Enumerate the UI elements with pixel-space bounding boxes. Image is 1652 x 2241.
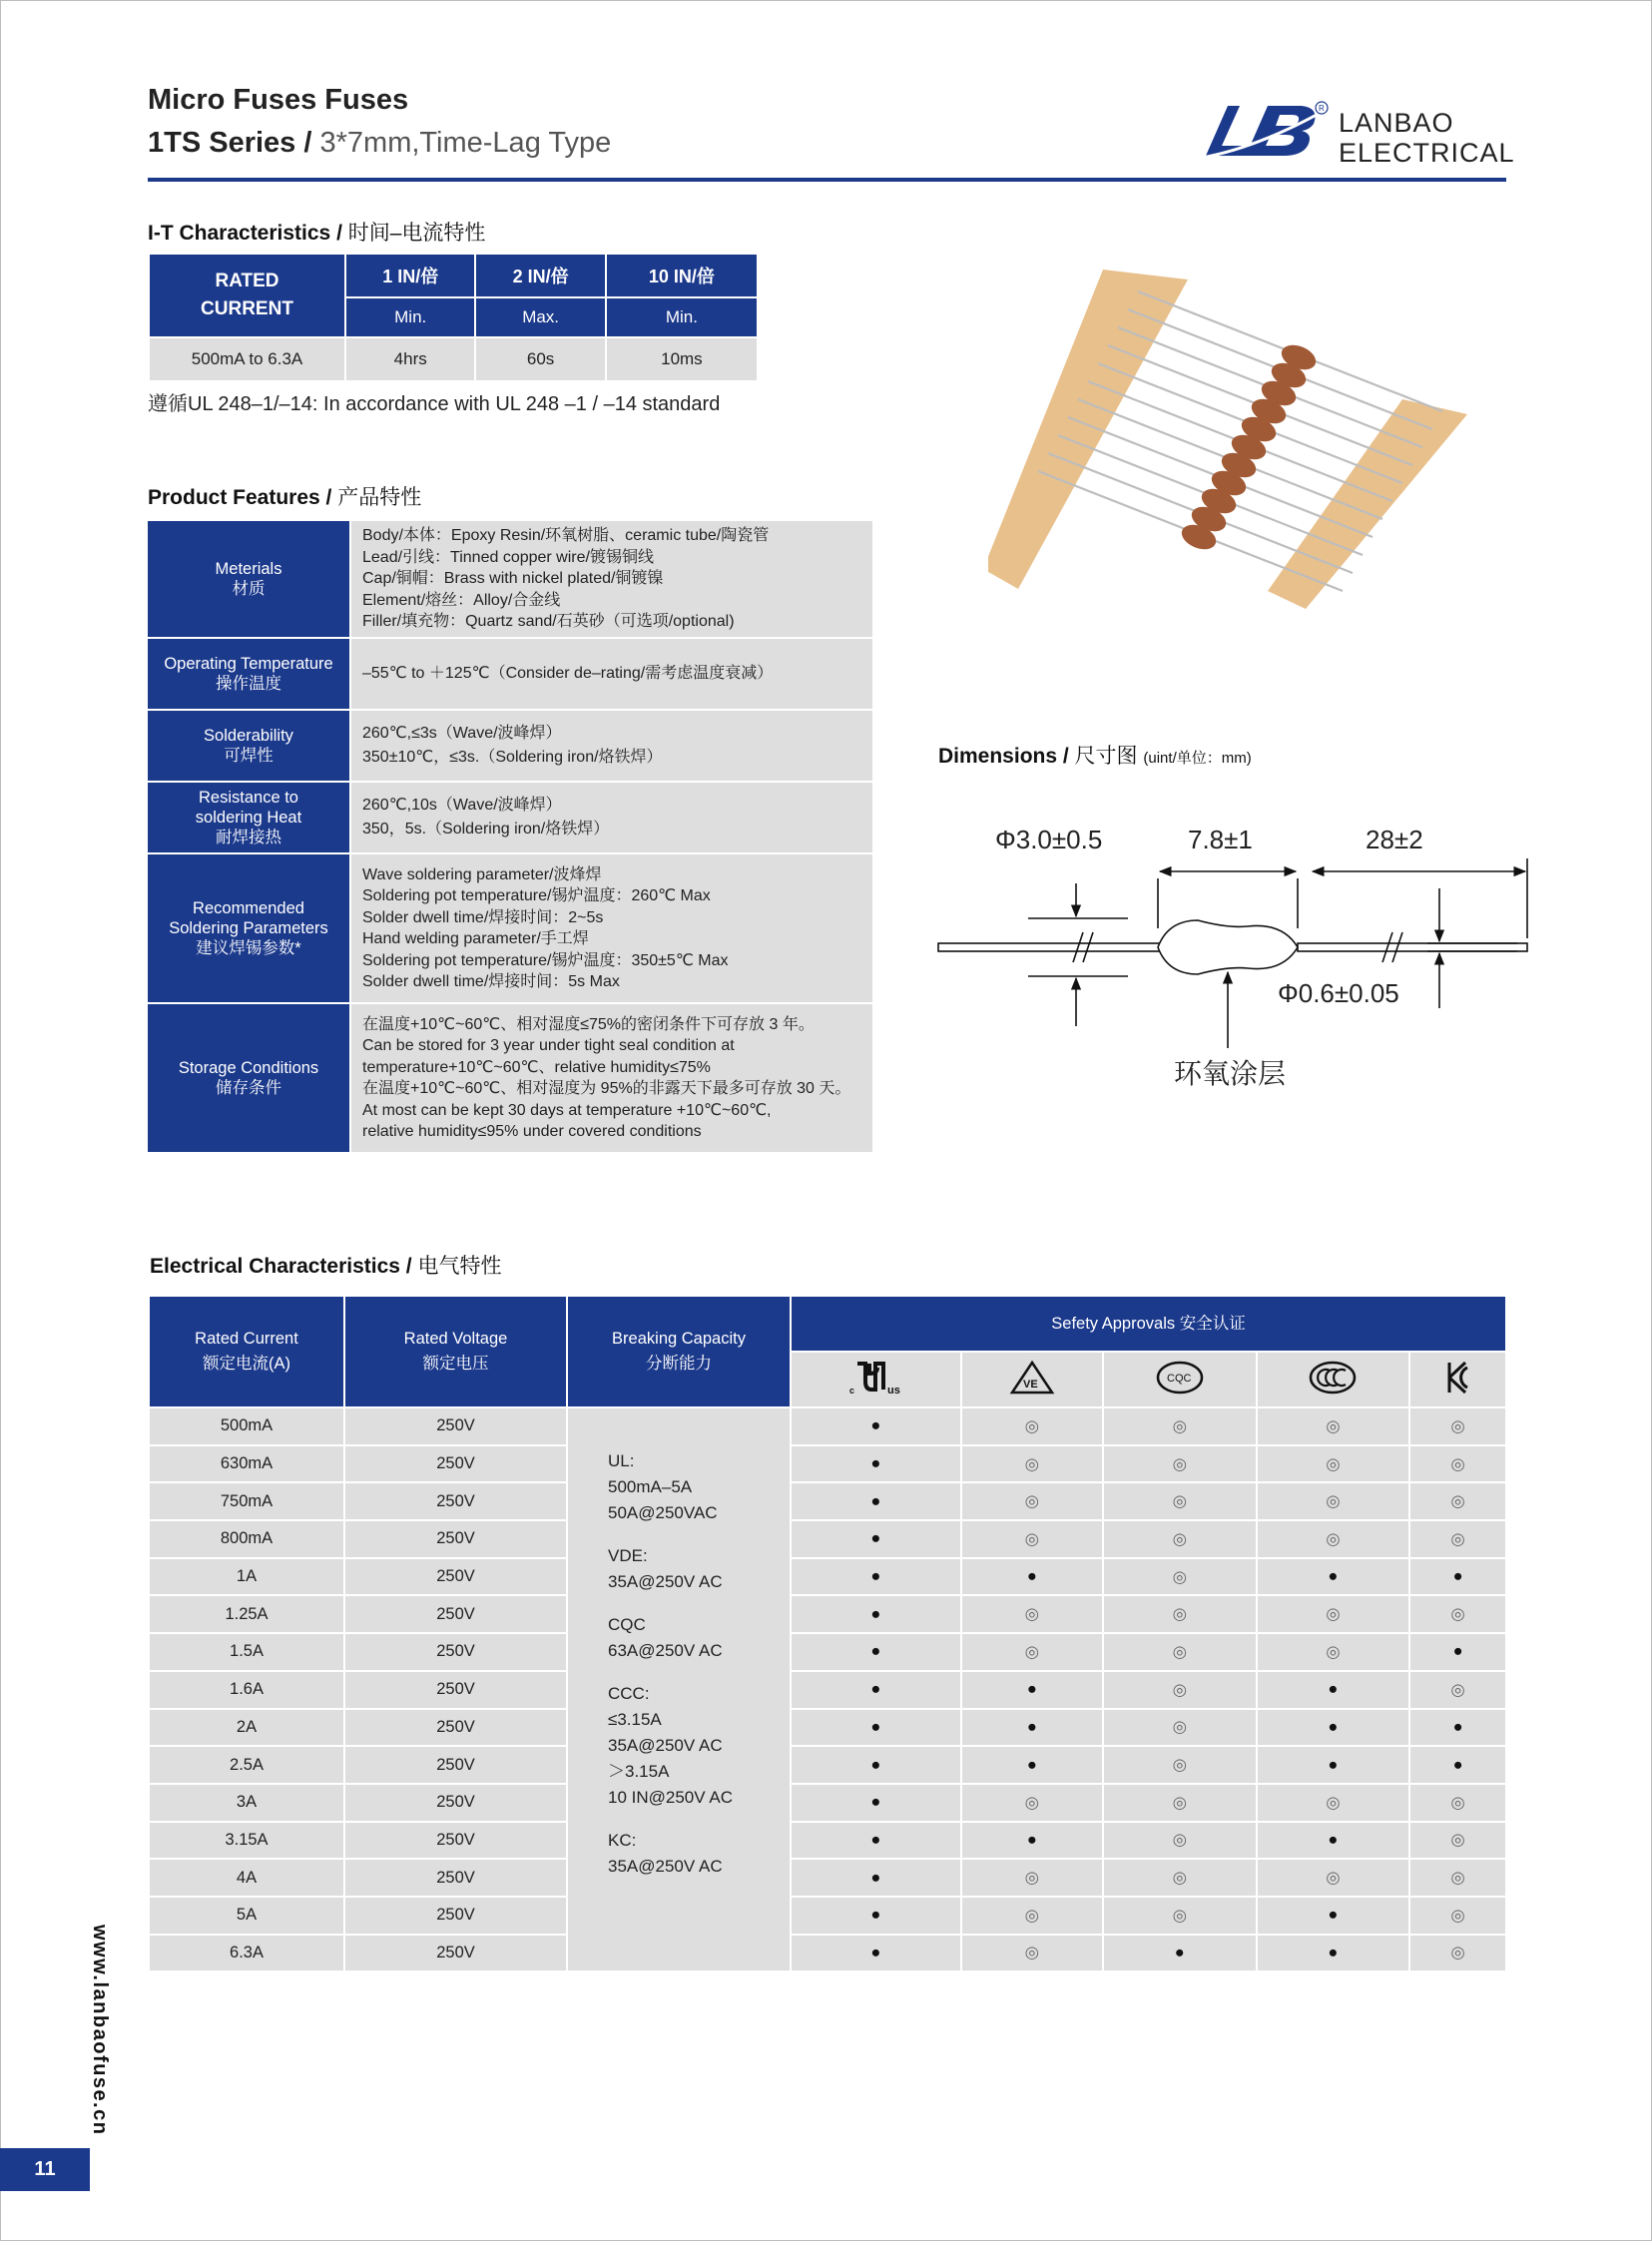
approval-mark: ● bbox=[1257, 1897, 1410, 1935]
rated-voltage-cell: 250V bbox=[344, 1746, 567, 1784]
rated-current-cell: 1.25A bbox=[149, 1595, 344, 1633]
approval-mark: ● bbox=[961, 1709, 1103, 1747]
approval-mark: ● bbox=[1409, 1746, 1506, 1784]
approval-mark: ◎ bbox=[1409, 1859, 1506, 1897]
approval-mark: ● bbox=[791, 1859, 961, 1897]
cRUus-icon bbox=[791, 1352, 961, 1407]
table-row bbox=[149, 1558, 1506, 1596]
kc-icon bbox=[1409, 1352, 1506, 1407]
approval-mark: ◎ bbox=[1409, 1595, 1506, 1633]
rated-voltage-cell: 250V bbox=[344, 1784, 567, 1822]
rated-current-cell: 5A bbox=[149, 1897, 344, 1935]
svg-text:CQC: CQC bbox=[1166, 1372, 1192, 1385]
approval-mark: ● bbox=[791, 1520, 961, 1558]
breaking-capacity-line: KC: bbox=[608, 1831, 637, 1850]
approval-mark: ● bbox=[1257, 1746, 1410, 1784]
feature-value-temperature: –55℃ to ＋125℃（Consider de–rating/需考虑温度衰减） bbox=[350, 638, 872, 710]
table-row bbox=[149, 1595, 1506, 1633]
approval-mark: ● bbox=[791, 1633, 961, 1671]
table-row bbox=[149, 1935, 1506, 1972]
approval-mark: ◎ bbox=[1409, 1407, 1506, 1445]
header-rule bbox=[148, 178, 1506, 182]
it-col-3: 10 IN/倍 bbox=[606, 254, 758, 297]
it-table bbox=[148, 253, 759, 382]
product-photo bbox=[988, 270, 1477, 609]
approval-mark: ◎ bbox=[1409, 1520, 1506, 1558]
approval-mark: ● bbox=[791, 1407, 961, 1445]
rated-voltage-cell: 250V bbox=[344, 1935, 567, 1972]
ccc-icon bbox=[1257, 1352, 1410, 1407]
approval-mark: ◎ bbox=[1257, 1407, 1410, 1445]
approval-mark: ◎ bbox=[961, 1897, 1103, 1935]
col-rated-current: Rated Current 额定电流(A) bbox=[149, 1296, 344, 1407]
rated-voltage-cell: 250V bbox=[344, 1520, 567, 1558]
rated-voltage-cell: 250V bbox=[344, 1407, 567, 1445]
approval-mark: ◎ bbox=[1103, 1520, 1257, 1558]
breaking-capacity-line: UL: bbox=[608, 1451, 635, 1470]
approval-mark: ● bbox=[1257, 1671, 1410, 1709]
approval-mark: ● bbox=[791, 1482, 961, 1520]
it-col-2: 2 IN/倍 bbox=[475, 254, 605, 297]
rated-current-cell: 3.15A bbox=[149, 1822, 344, 1860]
approval-mark: ● bbox=[791, 1558, 961, 1596]
feature-label-storage: Storage Conditions 储存条件 bbox=[148, 1003, 350, 1153]
approval-mark: ◎ bbox=[1103, 1822, 1257, 1860]
rated-current-cell: 6.3A bbox=[149, 1935, 344, 1972]
table-row bbox=[149, 1671, 1506, 1709]
rated-current-cell: 750mA bbox=[149, 1482, 344, 1520]
approval-mark: ◎ bbox=[1257, 1520, 1410, 1558]
it-section-title: I-T Characteristics / 时间–电流特性 bbox=[148, 222, 486, 245]
approval-mark: ◎ bbox=[961, 1595, 1103, 1633]
approval-mark: ● bbox=[791, 1784, 961, 1822]
approval-mark: ● bbox=[791, 1709, 961, 1747]
dim-coating-label: 环氧涂层 bbox=[1174, 1058, 1287, 1089]
feature-value-solderability: 260℃,≤3s（Wave/波峰焊） 350±10℃，≤3s.（Soldering iron/烙铁焊） bbox=[350, 710, 872, 782]
dim-lead-diameter: Φ0.6±0.05 bbox=[1278, 978, 1399, 1008]
approval-mark: ● bbox=[791, 1746, 961, 1784]
approval-mark: ● bbox=[791, 1822, 961, 1860]
approval-mark: ● bbox=[791, 1935, 961, 1972]
approval-mark: ◎ bbox=[1409, 1897, 1506, 1935]
approval-mark: ◎ bbox=[1103, 1595, 1257, 1633]
breaking-capacity-line: CQC bbox=[608, 1615, 646, 1634]
vde-icon bbox=[961, 1352, 1103, 1407]
approval-mark: ● bbox=[791, 1671, 961, 1709]
rated-current-cell: 1A bbox=[149, 1558, 344, 1596]
approval-mark: ● bbox=[961, 1558, 1103, 1596]
it-cell: 10ms bbox=[606, 337, 758, 381]
rated-voltage-cell: 250V bbox=[344, 1595, 567, 1633]
electrical-section-title: Electrical Characteristics / 电气特性 bbox=[150, 1255, 502, 1278]
table-row bbox=[149, 1897, 1506, 1935]
col-safety-approvals: Sefety Approvals 安全认证 bbox=[791, 1296, 1506, 1352]
rated-current-cell: 2.5A bbox=[149, 1746, 344, 1784]
dimension-drawing bbox=[928, 858, 1537, 1058]
feature-label-heat: Resistance to soldering Heat 耐焊接热 bbox=[148, 782, 350, 853]
approval-mark: ◎ bbox=[1257, 1482, 1410, 1520]
feature-value-heat: 260℃,10s（Wave/波峰焊） 350，5s.（Soldering iron/烙铁焊） bbox=[350, 782, 872, 853]
approval-mark: ● bbox=[1257, 1709, 1410, 1747]
it-cell: 60s bbox=[475, 337, 605, 381]
it-sub-3: Min. bbox=[606, 297, 758, 337]
approval-mark: ◎ bbox=[1409, 1822, 1506, 1860]
table-row bbox=[149, 1784, 1506, 1822]
approval-mark: ◎ bbox=[1103, 1633, 1257, 1671]
it-cell: 500mA to 6.3A bbox=[149, 337, 345, 381]
rated-current-cell: 800mA bbox=[149, 1520, 344, 1558]
approval-mark: ◎ bbox=[1103, 1897, 1257, 1935]
approval-mark: ◎ bbox=[1103, 1445, 1257, 1483]
approval-mark: ◎ bbox=[961, 1520, 1103, 1558]
rated-current-cell: 1.5A bbox=[149, 1633, 344, 1671]
svg-text:us: us bbox=[887, 1384, 901, 1396]
table-row bbox=[149, 1746, 1506, 1784]
feature-value-soldering-params: Wave soldering parameter/波烽焊 Soldering pot temperature/锡炉温度：260℃ Max Solder dwell time/焊接时间：2~5s Hand welding parameter/手工焊 Soldering pot temperature/锡炉温度：350±5℃ Max Solder dwell time/焊接时间：5s Max bbox=[350, 853, 872, 1003]
approval-mark: ◎ bbox=[1409, 1671, 1506, 1709]
cqc-icon bbox=[1103, 1352, 1257, 1407]
breaking-capacity-cell bbox=[567, 1407, 791, 1971]
dim-lead-length: 28±2 bbox=[1366, 825, 1423, 854]
table-row bbox=[149, 1822, 1506, 1860]
breaking-capacity-line: CCC: bbox=[608, 1684, 650, 1703]
rated-voltage-cell: 250V bbox=[344, 1482, 567, 1520]
it-sub-1: Min. bbox=[345, 297, 475, 337]
rated-voltage-cell: 250V bbox=[344, 1709, 567, 1747]
rated-current-cell: 3A bbox=[149, 1784, 344, 1822]
approval-mark: ◎ bbox=[1103, 1784, 1257, 1822]
approval-mark: ● bbox=[1257, 1558, 1410, 1596]
it-col-1: 1 IN/倍 bbox=[345, 254, 475, 297]
table-row bbox=[149, 1445, 1506, 1483]
table-row bbox=[149, 1633, 1506, 1671]
feature-value-storage: 在温度+10℃~60℃、相对湿度≤75%的密闭条件下可存放 3 年。 Can be stored for 3 year under tight seal condition at temperature+10℃~60℃、relative humidity≤75% 在温度+10℃~60℃、相对湿度为 95%的非露天下最多可存放 30 天。 At most can be kept 30 days at temperature +10℃~60℃, relative humidity≤95% under covered conditions bbox=[350, 1003, 872, 1153]
approval-mark: ◎ bbox=[961, 1445, 1103, 1483]
approval-mark: ● bbox=[1257, 1822, 1410, 1860]
approval-mark: ● bbox=[961, 1822, 1103, 1860]
approval-mark: ◎ bbox=[1409, 1482, 1506, 1520]
table-row bbox=[149, 1482, 1506, 1520]
approval-mark: ◎ bbox=[1103, 1671, 1257, 1709]
rated-voltage-cell: 250V bbox=[344, 1671, 567, 1709]
table-row bbox=[149, 1859, 1506, 1897]
approval-mark: ◎ bbox=[961, 1482, 1103, 1520]
approval-mark: ◎ bbox=[1103, 1558, 1257, 1596]
approval-mark: ◎ bbox=[1257, 1445, 1410, 1483]
feature-label-temperature: Operating Temperature 操作温度 bbox=[148, 638, 350, 710]
approval-mark: ◎ bbox=[1103, 1746, 1257, 1784]
approval-mark: ◎ bbox=[1103, 1859, 1257, 1897]
approval-mark: ● bbox=[1409, 1633, 1506, 1671]
lanbao-logo bbox=[1198, 100, 1330, 162]
series-title: 1TS Series / 3*7mm,Time-Lag Type bbox=[148, 127, 612, 159]
electrical-table bbox=[148, 1295, 1507, 1972]
page-number: 11 bbox=[0, 2148, 90, 2191]
breaking-capacity-line: 63A@250V AC bbox=[608, 1641, 723, 1660]
feature-value-materials: Body/本体：Epoxy Resin/环氧树脂、ceramic tube/陶瓷管 Lead/引线：Tinned copper wire/镀锡铜线 Cap/铜帽：Brass with nickel plated/铜镀镍 Element/熔丝：Alloy/合金线 Filler/填充物：Quartz sand/石英砂（可选项/optional) bbox=[350, 521, 872, 638]
breaking-capacity-line: 35A@250V AC bbox=[608, 1736, 723, 1755]
approval-mark: ● bbox=[1409, 1709, 1506, 1747]
it-sub-2: Max. bbox=[475, 297, 605, 337]
approval-mark: ◎ bbox=[1409, 1445, 1506, 1483]
rated-voltage-cell: 250V bbox=[344, 1859, 567, 1897]
approval-mark: ● bbox=[1103, 1935, 1257, 1972]
approval-mark: ◎ bbox=[961, 1935, 1103, 1972]
brand-name: LANBAO ELECTRICAL bbox=[1339, 108, 1515, 168]
breaking-capacity-line: 35A@250V AC bbox=[608, 1857, 723, 1876]
table-row bbox=[149, 1407, 1506, 1445]
rated-current-cell: 500mA bbox=[149, 1407, 344, 1445]
rated-voltage-cell: 250V bbox=[344, 1558, 567, 1596]
approval-mark: ◎ bbox=[1409, 1784, 1506, 1822]
page-title: Micro Fuses Fuses bbox=[148, 84, 409, 116]
col-rated-voltage: Rated Voltage 额定电压 bbox=[344, 1296, 567, 1407]
feature-label-solderability: Solderability 可焊性 bbox=[148, 710, 350, 782]
col-breaking-capacity: Breaking Capacity 分断能力 bbox=[567, 1296, 791, 1407]
breaking-capacity-line: ≤3.15A bbox=[608, 1710, 662, 1729]
rated-voltage-cell: 250V bbox=[344, 1445, 567, 1483]
rated-current-cell: 630mA bbox=[149, 1445, 344, 1483]
features-table bbox=[148, 521, 872, 1154]
approval-mark: ◎ bbox=[1103, 1407, 1257, 1445]
approval-mark: ● bbox=[1257, 1935, 1410, 1972]
rated-voltage-cell: 250V bbox=[344, 1822, 567, 1860]
dimensions-section-title: Dimensions / 尺寸图 (uint/单位：mm) bbox=[938, 745, 1252, 768]
approval-mark: ● bbox=[961, 1671, 1103, 1709]
breaking-capacity-line: ＞3.15A bbox=[608, 1762, 670, 1781]
feature-label-materials: Meterials 材质 bbox=[148, 521, 350, 638]
approval-mark: ◎ bbox=[1257, 1784, 1410, 1822]
breaking-capacity-line: 10 IN@250V AC bbox=[608, 1788, 733, 1807]
breaking-capacity-line: 50A@250VAC bbox=[608, 1503, 718, 1522]
approval-mark: ● bbox=[961, 1746, 1103, 1784]
rated-current-header: RATED CURRENT bbox=[149, 254, 345, 337]
breaking-capacity-line: 500mA–5A bbox=[608, 1477, 693, 1496]
rated-current-cell: 4A bbox=[149, 1859, 344, 1897]
approval-mark: ◎ bbox=[961, 1784, 1103, 1822]
dim-body-length: 7.8±1 bbox=[1188, 825, 1253, 854]
ul-standard-note: 遵循UL 248–1/–14: In accordance with UL 248 –1 / –14 standard bbox=[148, 393, 721, 415]
features-section-title: Product Features / 产品特性 bbox=[148, 486, 422, 509]
approval-mark: ◎ bbox=[961, 1633, 1103, 1671]
svg-text:c: c bbox=[849, 1385, 855, 1396]
it-cell: 4hrs bbox=[345, 337, 475, 381]
approval-mark: ◎ bbox=[961, 1407, 1103, 1445]
approval-mark: ◎ bbox=[961, 1859, 1103, 1897]
approval-mark: ◎ bbox=[1257, 1859, 1410, 1897]
website-url: www.lanbaofuse.cn bbox=[89, 1925, 111, 2136]
svg-text:R: R bbox=[1319, 104, 1325, 113]
rated-voltage-cell: 250V bbox=[344, 1633, 567, 1671]
approval-mark: ◎ bbox=[1257, 1595, 1410, 1633]
approval-mark: ◎ bbox=[1257, 1633, 1410, 1671]
rated-current-cell: 1.6A bbox=[149, 1671, 344, 1709]
approval-mark: ● bbox=[1409, 1558, 1506, 1596]
approval-mark: ◎ bbox=[1103, 1482, 1257, 1520]
approval-mark: ◎ bbox=[1103, 1709, 1257, 1747]
approval-mark: ◎ bbox=[1409, 1935, 1506, 1972]
dim-body-diameter: Φ3.0±0.5 bbox=[995, 825, 1103, 854]
breaking-capacity-line: VDE: bbox=[608, 1546, 648, 1565]
svg-text:VE: VE bbox=[1022, 1378, 1038, 1391]
feature-label-soldering-params: Recommended Soldering Parameters 建议焊锡参数* bbox=[148, 853, 350, 1003]
rated-current-cell: 2A bbox=[149, 1709, 344, 1747]
table-row bbox=[149, 1709, 1506, 1747]
approval-mark: ● bbox=[791, 1897, 961, 1935]
rated-voltage-cell: 250V bbox=[344, 1897, 567, 1935]
table-row bbox=[149, 1520, 1506, 1558]
breaking-capacity-line: 35A@250V AC bbox=[608, 1572, 723, 1591]
approval-mark: ● bbox=[791, 1445, 961, 1483]
approval-mark: ● bbox=[791, 1595, 961, 1633]
